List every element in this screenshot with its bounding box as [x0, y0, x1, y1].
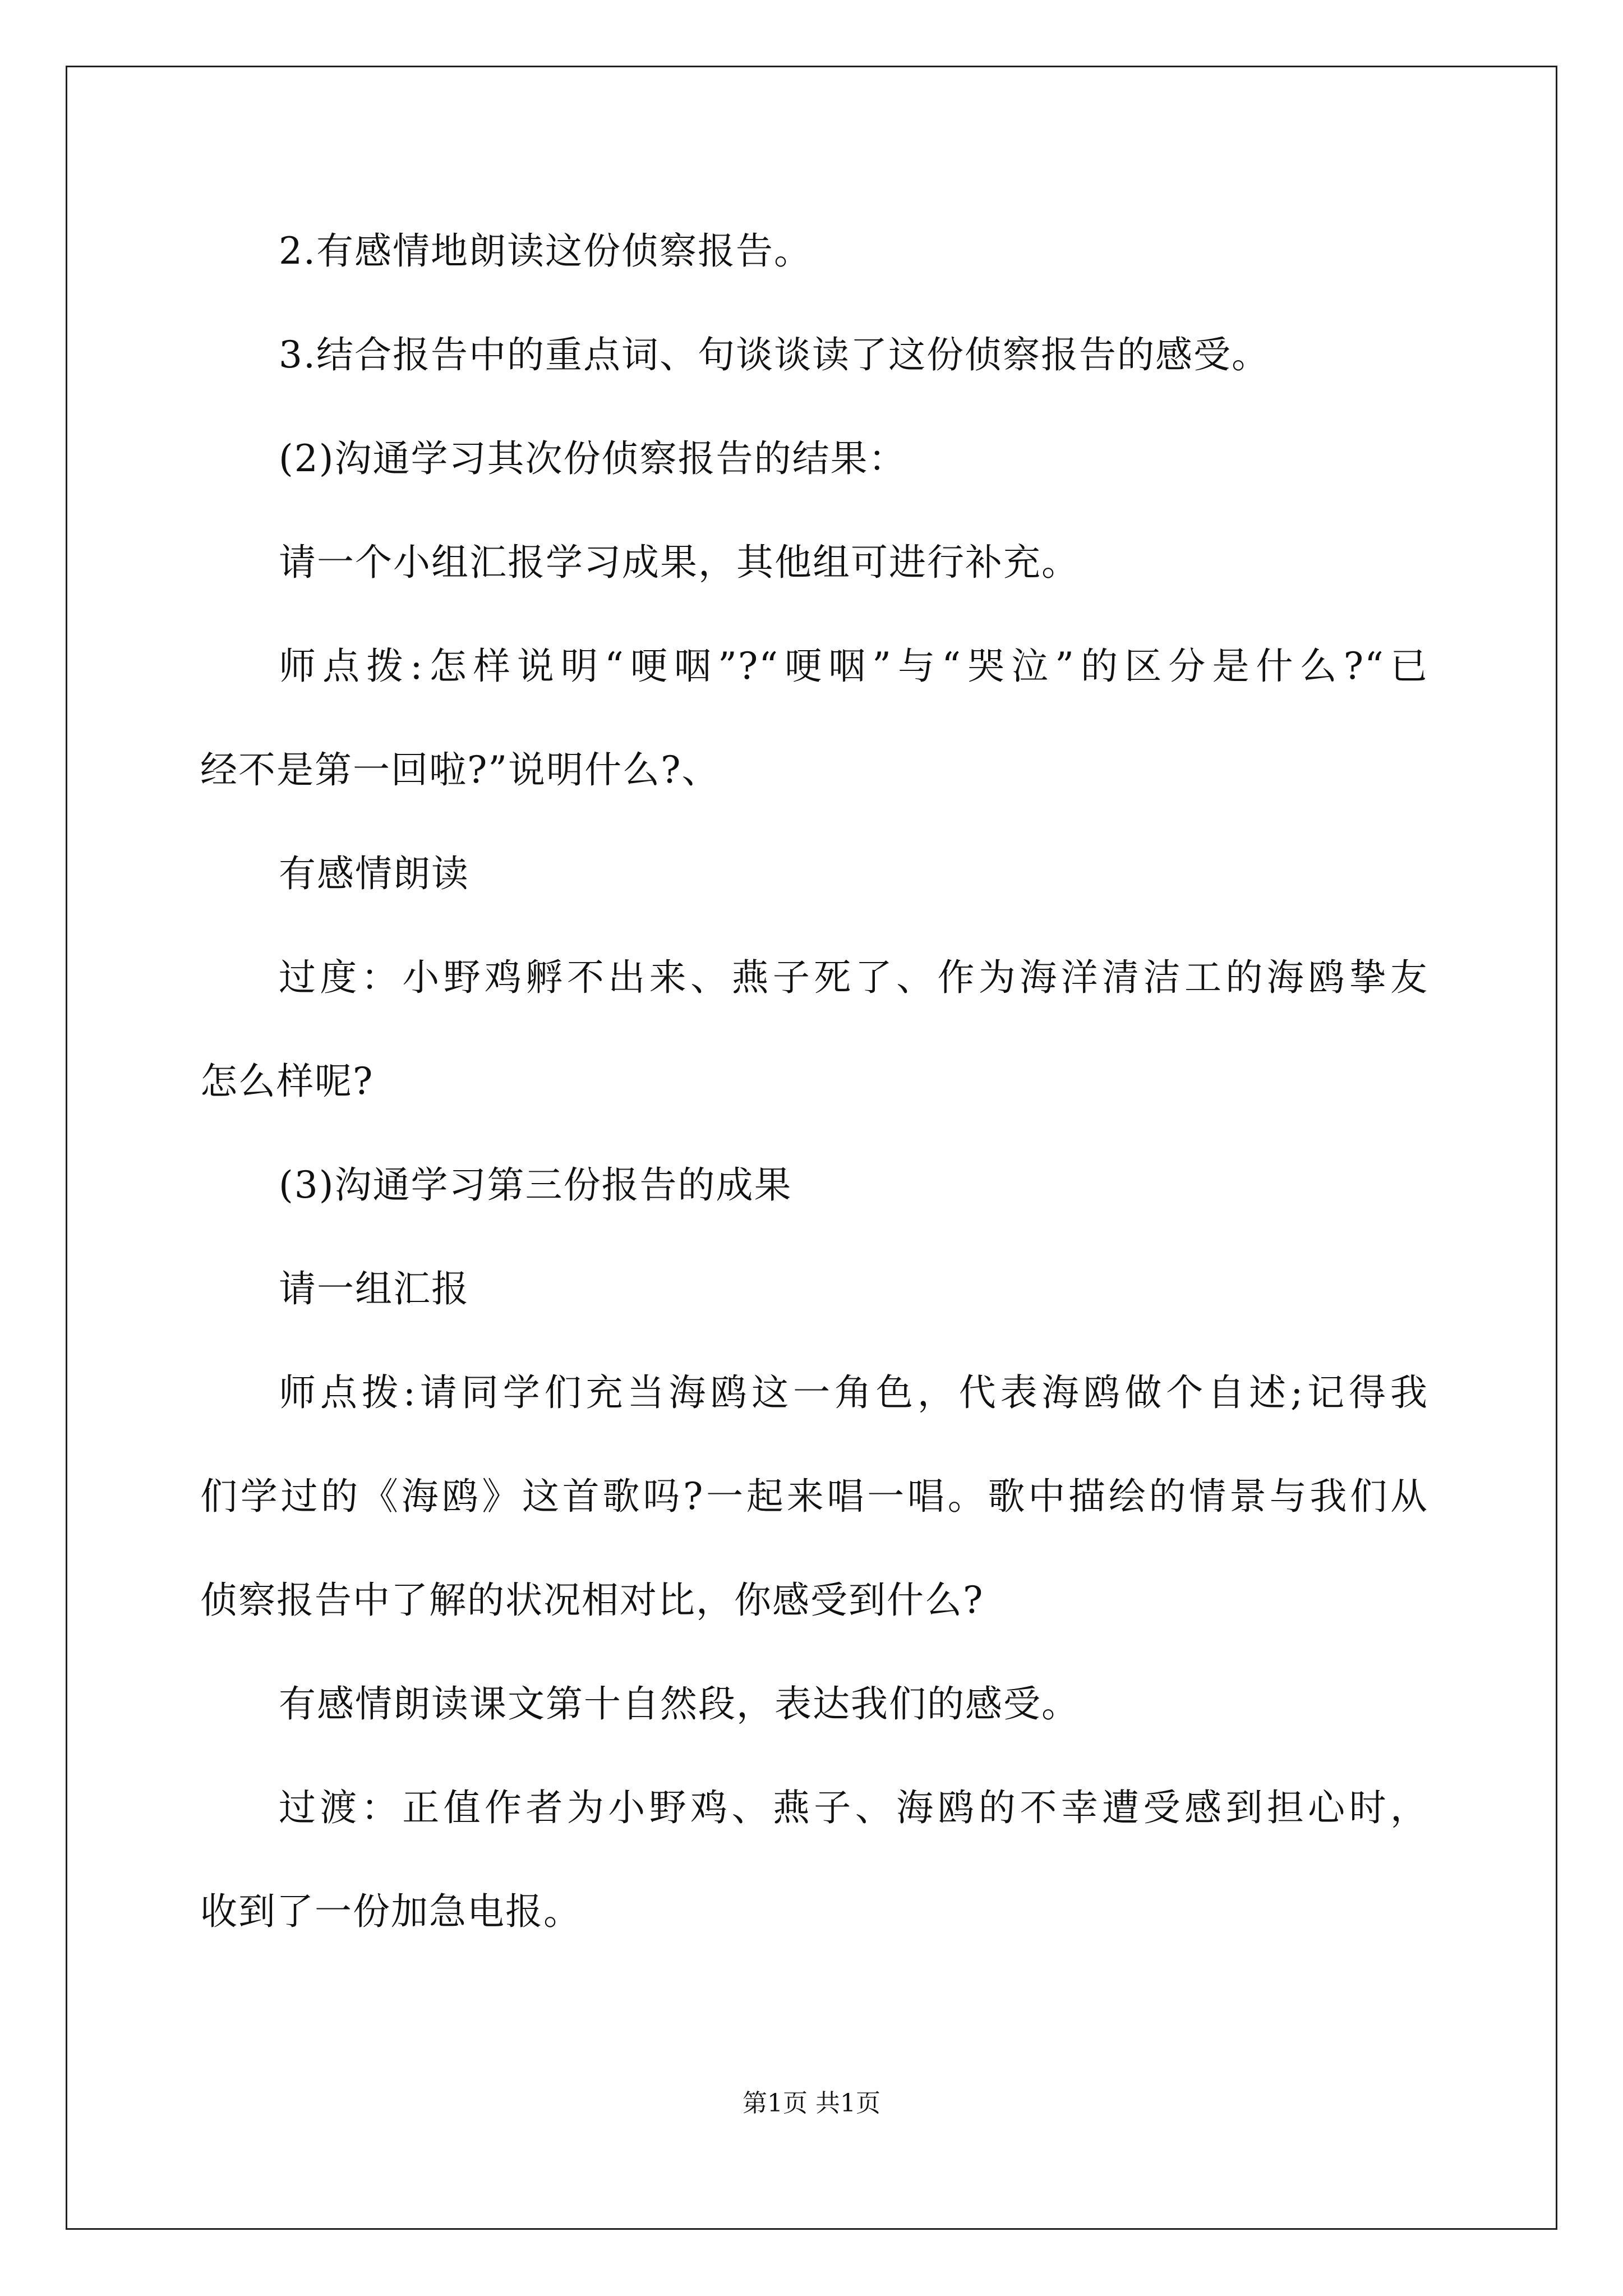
text-line: 师点拨:请同学们充当海鸥这一角色，代表海鸥做个自述;记得我 [279, 1371, 1428, 1414]
text-line: 侦察报告中了解的状况相对比，你感受到什么? [200, 1579, 984, 1622]
page-footer: 第1页 共1页 [743, 2089, 880, 2118]
text-line: 有感情朗读课文第十自然段，表达我们的感受。 [279, 1682, 1080, 1726]
text-line: 怎么样呢? [200, 1060, 374, 1103]
text-line: 3.结合报告中的重点词、句谈谈读了这份侦察报告的感受。 [279, 333, 1270, 376]
text-line: 收到了一份加急电报。 [200, 1890, 582, 1933]
text-line: 过度：小野鸡孵不出来、燕子死了、作为海洋清洁工的海鸥挚友 [279, 956, 1428, 999]
text-line: 请一个小组汇报学习成果，其他组可进行补充。 [279, 541, 1080, 584]
text-line: 经不是第一回啦?”说明什么?、 [200, 748, 720, 792]
text-line: 有感情朗读 [279, 852, 469, 895]
text-line: 师点拨:怎样说明“哽咽”?“哽咽”与“哭泣”的区分是什么?“已 [279, 645, 1428, 688]
text-line: (3)沟通学习第三份报告的成果 [279, 1163, 792, 1207]
text-line: 请一组汇报 [279, 1267, 469, 1310]
text-line: 2.有感情地朗读这份侦察报告。 [279, 229, 812, 273]
text-line: (2)沟通学习其次份侦察报告的结果： [279, 437, 907, 480]
text-line: 们学过的《海鸥》这首歌吗?一起来唱一唱。歌中描绘的情景与我们从 [200, 1475, 1428, 1518]
text-line: 过渡：正值作者为小野鸡、燕子、海鸥的不幸遭受感到担心时， [279, 1786, 1428, 1829]
